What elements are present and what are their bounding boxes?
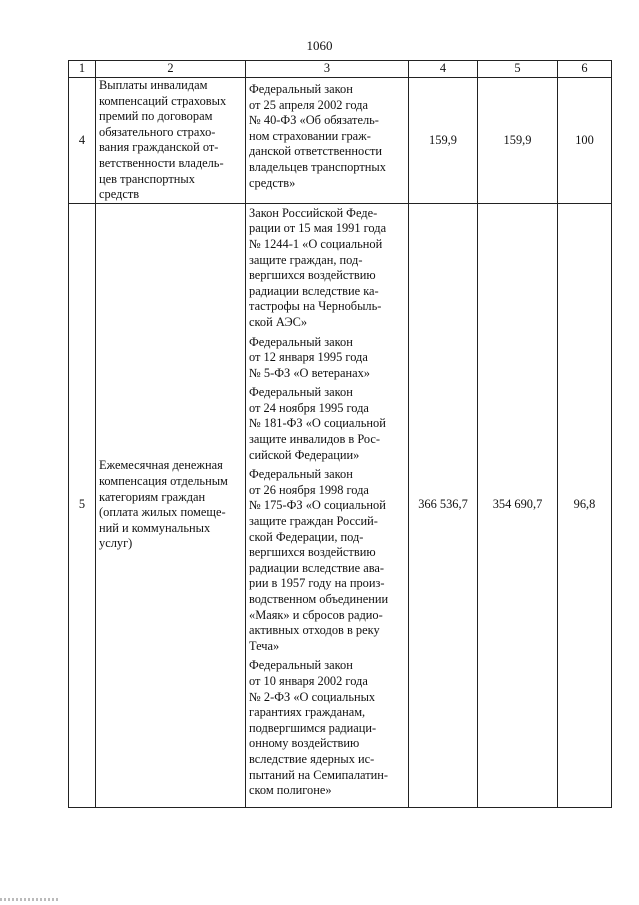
scan-artifact	[0, 898, 60, 901]
payment-name-line: услуг)	[99, 536, 133, 551]
row-number: 4	[69, 78, 96, 204]
law-reference-line: «Маяк» и сбросов радио-	[249, 607, 383, 622]
payment-name-line: вания гражданской от-	[99, 140, 219, 155]
law-reference-line: защите граждан Россий-	[249, 514, 378, 529]
law-reference-line: Федеральный закон	[249, 385, 353, 400]
payment-name-line: Выплаты инвалидам	[99, 78, 208, 92]
law-reference-line: защите граждан, под-	[249, 252, 363, 267]
col5-value: 159,9	[478, 78, 558, 204]
law-reference-line: Теча»	[249, 638, 280, 653]
law-reference-line: Федеральный закон	[249, 658, 353, 673]
law-reference-line: водственном объединении	[249, 592, 389, 606]
law-reference-line: активных отходов в реку	[249, 623, 380, 638]
law-reference-line: № 181-ФЗ «О социальной	[249, 416, 386, 431]
law-reference	[249, 82, 405, 191]
payment-name-line: средств	[99, 187, 140, 202]
law-reference	[249, 467, 405, 654]
payment-name-line: ний и коммунальных	[99, 520, 211, 535]
col5-value: 354 690,7	[478, 203, 558, 807]
law-reference	[249, 335, 405, 382]
law-reference-line: радиации вследствие ава-	[249, 560, 385, 575]
law-reference-line: № 1244-1 «О социальной	[249, 236, 383, 251]
row-number: 5	[69, 203, 96, 807]
law-reference	[249, 385, 405, 463]
law-reference-line: от 25 апреля 2002 года	[249, 97, 368, 112]
law-reference-line: № 5-ФЗ «О ветеранах»	[249, 365, 370, 380]
payment-name	[96, 78, 246, 204]
law-reference-line: подвергшимся радиаци-	[249, 720, 377, 735]
law-reference-line: Закон Российской Феде-	[249, 205, 378, 220]
law-reference-line: от 12 января 1995 года	[249, 350, 368, 365]
law-reference-line: сийской Федерации»	[249, 447, 360, 462]
payment-name-line: компенсаций страховых	[99, 93, 227, 108]
payment-name	[96, 203, 246, 807]
col6-percent: 100	[558, 78, 612, 204]
law-reference-line: Федеральный закон	[249, 82, 353, 96]
law-reference	[249, 206, 405, 331]
payment-name-line: цев транспортных	[99, 171, 195, 186]
page-number: 1060	[306, 38, 333, 53]
law-reference-line: от 24 ноября 1995 года	[249, 400, 369, 415]
header-row	[69, 61, 612, 78]
payment-name-line: ветственности владель-	[99, 155, 224, 170]
law-reference-line: рии в 1957 году на произ-	[249, 576, 385, 591]
law-reference-line: тастрофы на Чернобыль-	[249, 299, 382, 314]
payment-name-line: компенсация отдельным	[99, 474, 228, 489]
payment-name-line: обязательного страхо-	[99, 124, 216, 139]
payment-name-line: (оплата жилых помеще-	[99, 505, 226, 520]
law-reference-line: средств»	[249, 175, 296, 190]
law-reference-line: № 40-ФЗ «Об обязатель-	[249, 113, 379, 128]
budget-table	[68, 60, 612, 808]
table-row	[69, 78, 612, 204]
law-reference-line: данской ответственности	[249, 144, 383, 159]
law-reference-line: рации от 15 мая 1991 года	[249, 221, 387, 236]
law-reference	[249, 658, 405, 798]
header-cell-4: 4	[409, 61, 478, 78]
law-reference-line: гарантиях гражданам,	[249, 705, 366, 720]
law-reference-line: № 2-ФЗ «О социальных	[249, 689, 376, 704]
law-reference-line: вследствие ядерных ис-	[249, 751, 375, 766]
header-cell-6: 6	[558, 61, 612, 78]
law-reference-line: Федеральный закон	[249, 334, 353, 349]
payment-name-line: Ежемесячная денежная	[99, 458, 223, 473]
col4-value: 159,9	[409, 78, 478, 204]
law-reference-line: от 26 ноября 1998 года	[249, 482, 369, 497]
law-reference-line: вергшихся воздействию	[249, 268, 376, 283]
header-cell-2: 2	[96, 61, 246, 78]
law-reference-line: № 175-ФЗ «О социальной	[249, 498, 386, 513]
law-reference-line: от 10 января 2002 года	[249, 673, 368, 688]
law-reference-line: пытаний на Семипалатин-	[249, 767, 389, 782]
header-cell-3: 3	[246, 61, 409, 78]
law-reference-line: владельцев транспортных	[249, 159, 386, 174]
law-reference-line: защите инвалидов в Рос-	[249, 432, 381, 447]
law-reference-line: радиации вследствие ка-	[249, 283, 379, 298]
law-reference-line: вергшихся воздействию	[249, 545, 376, 560]
payment-name-line: категориям граждан	[99, 489, 206, 504]
col4-value: 366 536,7	[409, 203, 478, 807]
header-cell-5: 5	[478, 61, 558, 78]
law-reference-line: ской Федерации, под-	[249, 529, 364, 544]
law-reference-line: ской АЭС»	[249, 314, 308, 329]
law-reference-line: онному воздействию	[249, 736, 360, 751]
legal-basis	[246, 203, 409, 807]
law-reference-line: ском полигоне»	[249, 783, 332, 798]
law-reference-line: Федеральный закон	[249, 467, 353, 482]
payment-name-line: премий по договорам	[99, 109, 213, 124]
header-cell-1: 1	[69, 61, 96, 78]
law-reference-line: ном страховании граж-	[249, 128, 371, 143]
col6-percent: 96,8	[558, 203, 612, 807]
legal-basis	[246, 78, 409, 204]
table-row	[69, 203, 612, 807]
